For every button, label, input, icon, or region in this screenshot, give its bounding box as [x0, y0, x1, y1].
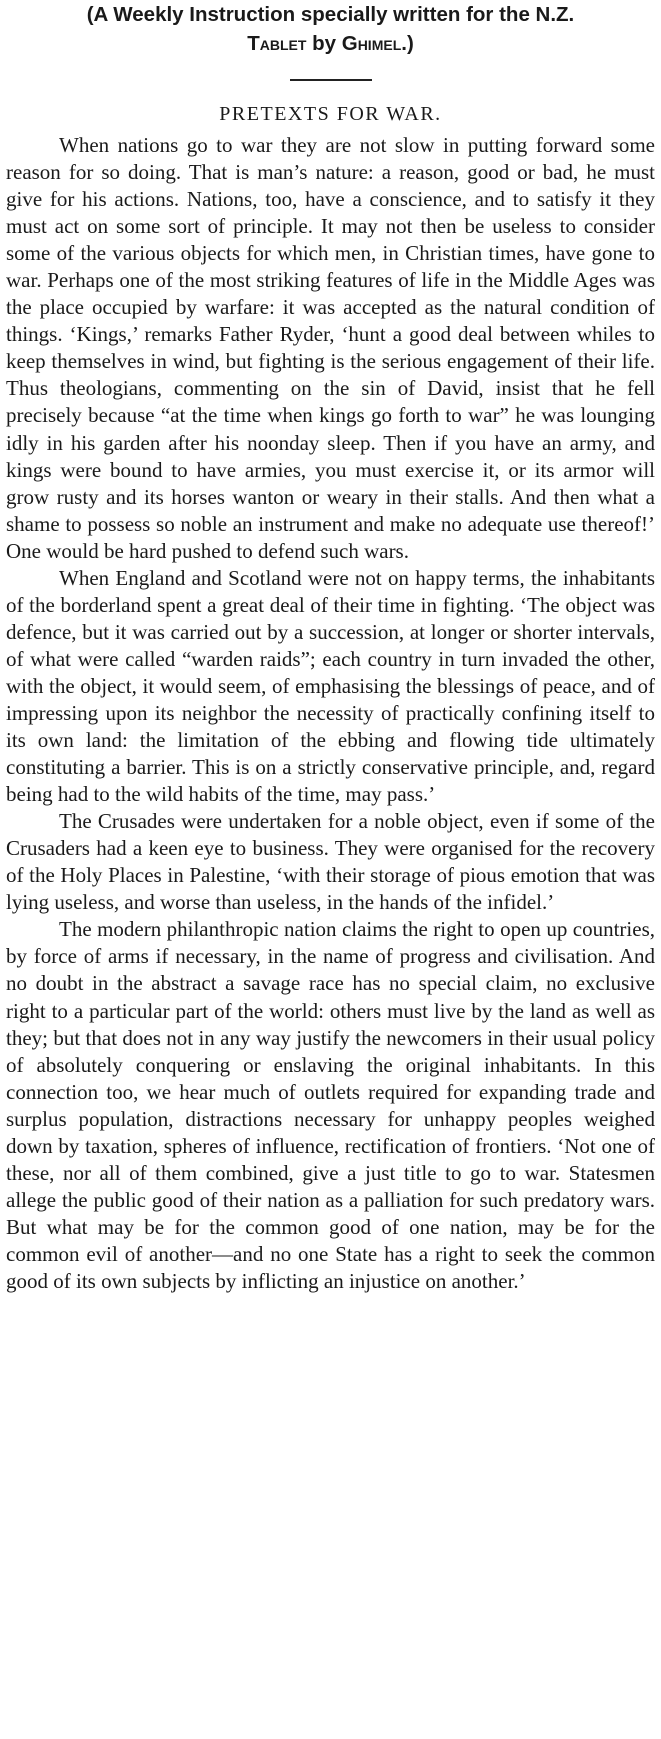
- section-divider: [290, 79, 372, 81]
- column-header: [6, 0, 655, 58]
- header-line-1: (A Weekly Instruction specially written for the N.Z.: [86, 3, 575, 26]
- header-line-2: [6, 29, 655, 58]
- paragraph: The Crusades were undertaken for a noble object, even if some of the Crusaders had a keen eye to business. They were organised for the recovery of the Holy Places in Palestine, ‘with their storage of pious emotion that was lying useless, and worse than useless, in the hands of the infidel.’: [6, 809, 655, 915]
- header-publication: Tablet: [247, 32, 307, 55]
- header-by: by: [312, 32, 337, 55]
- article-title: PRETEXTS FOR WAR.: [219, 103, 442, 125]
- header-closing: .): [401, 32, 414, 55]
- header-author: Ghimel: [341, 32, 402, 55]
- paragraph: When nations go to war they are not slow in putting forward some reason for so doing. That is man’s nature: a reason, good or bad, he must give for his actions. Nations, too, have a conscience, and to satisfy it they must act on some sort of principle. It may not then be useless to consider some of the various objects for which men, in Christian times, have gone to war. Perhaps one of the most striking features of life in the Middle Ages was the place occupied by warfare: it was accepted as the natural condition of things. ‘Kings,’ remarks Father Ryder, ‘hunt a good deal between whiles to keep themselves in wind, but fighting is the serious engagement of their life. Thus theologians, commenting on the sin of David, insist that he fell precisely because “at the time when kings go forth to war” he was lounging idly in his garden after his noonday sleep. Then if you have an army, and kings were bound to have armies, you must exercise it, or its armor will grow rusty and its horses wanton or weary in their stalls. And then what a shame to possess so noble an instrument and make no adequate use thereof!’ One would be hard pushed to defend such wars.: [6, 133, 655, 563]
- paragraph: The modern philanthropic nation claims the right to open up countries, by force of arms if necessary, in the name of progress and civilisation. And no doubt in the abstract a savage race has no special claim, no exclusive right to a particular part of the world: others must live by the land as well as they; but that does not in any way justify the newcomers in their usual policy of absolutely conquering or enslaving the original inhabitants. In this connection too, we hear much of outlets required for expanding trade and surplus population, distractions necessary for unhappy peoples weighed down by taxation, spheres of influence, rectification of frontiers. ‘Not one of these, nor all of them combined, give a just title to go to war. Statesmen allege the public good of their nation as a palliation for such predatory wars. But what may be for the common good of one nation, may be for the common evil of another—and no one State has a right to seek the common good of its own subjects by inflicting an injustice on another.’: [6, 917, 655, 1293]
- article-body: [6, 132, 655, 1295]
- paragraph: When England and Scotland were not on happy terms, the inhabitants of the borderland spent a great deal of their time in fighting. ‘The object was defence, but it was carried out by a succession, at longer or shorter intervals, of what were called “warden raids”; each country in turn invaded the other, with the object, it would seem, of emphasising the blessings of peace, and of impressing upon its neighbor the necessity of practically confining itself to its own land: the limitation of the ebbing and flowing tide ultimately constituting a barrier. This is on a strictly conservative principle, and, regard being had to the wild habits of the time, may pass.’: [6, 565, 655, 807]
